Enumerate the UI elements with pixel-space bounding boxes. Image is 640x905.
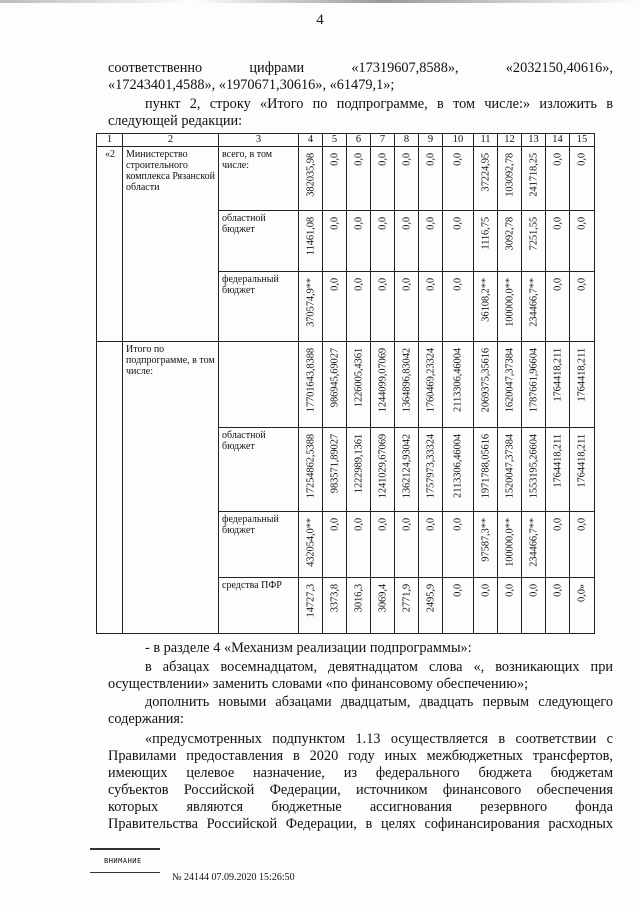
table-cell xyxy=(498,578,522,634)
cell-value: 17701643,8388 xyxy=(305,348,316,413)
cell-value: 983571,89027 xyxy=(329,434,340,494)
intro-line-3: пункт 2, строку «Итого по подпрограмме, в том числе:» изложить в xyxy=(145,96,613,112)
page-number: 4 xyxy=(316,12,324,28)
table-cell xyxy=(299,272,323,342)
column-number: 13 xyxy=(522,134,546,147)
section-4-paragraph: - в разделе 4 «Механизм реализации подпрограммы»: xyxy=(145,640,472,656)
table-cell xyxy=(371,342,395,428)
table-cell xyxy=(570,578,595,634)
cell-value: 1764418,211 xyxy=(552,434,563,488)
table-cell xyxy=(299,578,323,634)
cell-value: 234466,7** xyxy=(528,278,539,327)
cell-value: 0,0 xyxy=(528,584,539,597)
column-number: 6 xyxy=(347,134,371,147)
table-cell xyxy=(498,272,522,342)
budget-table xyxy=(96,133,595,634)
cell-value: 1244099,07069 xyxy=(377,348,388,413)
intro-line-2: «17243401,4588», «1970671,30616», «61479,1»; xyxy=(108,77,395,93)
column-number: 7 xyxy=(371,134,395,147)
table-cell xyxy=(299,428,323,512)
cell-value: 1116,75 xyxy=(480,217,491,250)
table-cell xyxy=(443,512,474,578)
table-cell xyxy=(522,512,546,578)
cell-value: 0,0 xyxy=(329,217,340,230)
cell-value: 0,0 xyxy=(401,278,412,291)
cell-value: 3092,78 xyxy=(504,217,515,251)
paragraph-line: которых являются бюджетные ассигнования резервного фонда xyxy=(108,799,613,815)
table-cell xyxy=(498,342,522,428)
scan-edge xyxy=(0,0,640,3)
cell-value: 234466,7** xyxy=(528,518,539,567)
table-cell xyxy=(347,512,371,578)
cell-value: 3373,8 xyxy=(329,584,340,613)
table-cell xyxy=(443,272,474,342)
cell-value: 1764418,211 xyxy=(576,348,588,402)
table-cell xyxy=(522,428,546,512)
intro-line-1 xyxy=(108,60,613,77)
row-label: областной бюджет xyxy=(219,428,299,512)
cell-value: 0,0 xyxy=(425,217,436,230)
cell-value: 103092,78 xyxy=(504,153,515,197)
cell-value: 0,0 xyxy=(452,518,464,531)
table-cell xyxy=(299,342,323,428)
column-number: 1 xyxy=(97,134,123,147)
table-cell xyxy=(395,578,419,634)
table-cell xyxy=(419,342,443,428)
column-number: 10 xyxy=(443,134,474,147)
column-number: 9 xyxy=(419,134,443,147)
table-cell xyxy=(443,342,474,428)
cell-value: 0,0 xyxy=(377,518,388,531)
table-cell xyxy=(443,578,474,634)
cell-value: 0,0 xyxy=(377,153,388,166)
executor-name: Министерство строительного комплекса Рязанской области xyxy=(123,147,219,342)
cell-value: 1757973,33324 xyxy=(425,434,436,499)
cell-value: 1362124,93042 xyxy=(401,434,412,499)
table-cell xyxy=(323,272,347,342)
table-cell xyxy=(474,512,498,578)
cell-value: 1520047,37384 xyxy=(504,434,515,499)
cell-value: 0,0 xyxy=(377,278,388,291)
cell-value: 0,0 xyxy=(576,217,588,230)
cell-value: 0,0» xyxy=(576,584,588,602)
cell-value: 3069,4 xyxy=(377,584,388,613)
cell-value: 241718,25 xyxy=(528,153,539,197)
paragraph-line: в абзацах восемнадцатом, девятнадцатом слова «, возникающих при xyxy=(145,659,613,675)
cell-value: 0,0 xyxy=(377,217,388,230)
paragraph-line: «предусмотренных подпунктом 1.13 осуществляется в соответствии с xyxy=(145,731,613,747)
cell-value: 0,0 xyxy=(552,278,563,291)
cell-value: 11461,08 xyxy=(305,217,316,256)
table-cell xyxy=(570,342,595,428)
cell-value: 1226005,4361 xyxy=(353,348,364,408)
table-cell xyxy=(474,211,498,272)
cell-value: 1971788,05616 xyxy=(480,434,491,499)
table-cell xyxy=(419,428,443,512)
table-cell xyxy=(371,512,395,578)
cell-value: 0,0 xyxy=(353,278,364,291)
row-label: областной бюджет xyxy=(219,211,299,272)
table-cell xyxy=(347,578,371,634)
table-cell xyxy=(522,147,546,211)
paragraph-line: субъектов Российской Федерации, источником финансового обеспечения xyxy=(108,782,613,798)
table-cell xyxy=(498,211,522,272)
table-cell xyxy=(474,578,498,634)
cell-value: 0,0 xyxy=(353,153,364,166)
table-cell xyxy=(443,211,474,272)
table-cell xyxy=(299,147,323,211)
paragraph-line: осуществлении» заменить словами «по финансовому обеспечению»; xyxy=(108,676,529,692)
stamp-text: ВНИМАНИЕ xyxy=(104,857,142,865)
cell-value: 17254862,5388 xyxy=(305,434,316,499)
subtotal-title: Итого по подпрограмме, в том числе: xyxy=(123,342,219,634)
table-cell xyxy=(347,428,371,512)
cell-value: 1764418,211 xyxy=(576,434,588,488)
table-cell xyxy=(371,578,395,634)
row-label: средства ПФР xyxy=(219,578,299,634)
cell-value: 0,0 xyxy=(552,217,563,230)
table-cell xyxy=(498,428,522,512)
table-cell xyxy=(323,342,347,428)
column-number: 3 xyxy=(219,134,299,147)
cell-value: 36108,2** xyxy=(480,278,491,322)
table-cell xyxy=(570,428,595,512)
row-label: федеральный бюджет xyxy=(219,272,299,342)
cell-value: 0,0 xyxy=(452,153,464,166)
table-cell xyxy=(570,211,595,272)
intro-word: цифрами xyxy=(249,60,305,76)
cell-value: 382035,98 xyxy=(305,153,316,197)
cell-value: 432054,0** xyxy=(305,518,316,567)
intro-line-4: следующей редакции: xyxy=(108,113,243,129)
cell-value: 0,0 xyxy=(401,217,412,230)
cell-value: 2113306,46004 xyxy=(452,348,464,412)
table-cell xyxy=(570,272,595,342)
table-cell xyxy=(546,342,570,428)
cell-value: 0,0 xyxy=(552,518,563,531)
table-cell xyxy=(498,512,522,578)
cell-value: 0,0 xyxy=(425,278,436,291)
table-row xyxy=(97,147,595,211)
table-cell xyxy=(323,512,347,578)
cell-value: 1222989,1361 xyxy=(353,434,364,494)
table-cell xyxy=(474,428,498,512)
column-number: 5 xyxy=(323,134,347,147)
column-number: 8 xyxy=(395,134,419,147)
cell-value: 370574,9** xyxy=(305,278,316,327)
cell-value: 14727,3 xyxy=(305,584,316,618)
intro-word: соответственно xyxy=(108,60,203,76)
table-row xyxy=(97,342,595,428)
cell-value: 97587,3** xyxy=(480,518,491,562)
cell-value: 0,0 xyxy=(576,518,588,531)
table-cell xyxy=(419,272,443,342)
cell-value: 2069375,35616 xyxy=(480,348,491,413)
table-cell xyxy=(323,578,347,634)
table-cell xyxy=(371,147,395,211)
cell-value: 0,0 xyxy=(401,518,412,531)
column-number: 12 xyxy=(498,134,522,147)
table-cell xyxy=(347,342,371,428)
table-cell xyxy=(570,147,595,211)
cell-value: 0,0 xyxy=(353,518,364,531)
cell-value: 1620047,37384 xyxy=(504,348,515,413)
table-cell xyxy=(443,147,474,211)
cell-value: 0,0 xyxy=(425,153,436,166)
cell-value: 0,0 xyxy=(401,153,412,166)
empty-cell xyxy=(97,342,123,634)
table-cell xyxy=(474,342,498,428)
table-cell xyxy=(522,272,546,342)
column-number: 14 xyxy=(546,134,570,147)
cell-value: 986945,69027 xyxy=(329,348,340,408)
column-number: 4 xyxy=(299,134,323,147)
cell-value: 1364896,83042 xyxy=(401,348,412,413)
table-cell xyxy=(546,211,570,272)
table-cell xyxy=(546,428,570,512)
table-cell xyxy=(522,578,546,634)
document-number: № 24144 07.09.2020 15:26:50 xyxy=(172,872,295,883)
table-cell xyxy=(299,512,323,578)
cell-value: 2771,9 xyxy=(401,584,412,613)
cell-value: 0,0 xyxy=(552,584,563,597)
cell-value: 0,0 xyxy=(452,217,464,230)
row-label xyxy=(219,342,299,428)
cell-value: 2495,9 xyxy=(425,584,436,613)
table-cell xyxy=(371,211,395,272)
row-label: федеральный бюджет xyxy=(219,512,299,578)
cell-value: 0,0 xyxy=(329,278,340,291)
row-label: всего, в том числе: xyxy=(219,147,299,211)
intro-word: «2032150,40616», xyxy=(505,60,613,76)
paragraph-line: содержания: xyxy=(108,711,184,727)
column-header-row xyxy=(97,134,595,147)
row-number: «2 xyxy=(97,147,123,342)
table-cell xyxy=(347,147,371,211)
table-cell xyxy=(395,428,419,512)
table-cell xyxy=(395,211,419,272)
table-cell xyxy=(522,211,546,272)
paragraph-line: дополнить новыми абзацами двадцатым, двадцать первым следующего xyxy=(145,694,613,710)
table-cell xyxy=(419,578,443,634)
table-cell xyxy=(395,147,419,211)
cell-value: 100000,0** xyxy=(504,278,515,327)
table-cell xyxy=(347,272,371,342)
cell-value: 0,0 xyxy=(552,153,563,166)
table-cell xyxy=(546,578,570,634)
table-cell xyxy=(395,272,419,342)
cell-value: 0,0 xyxy=(452,584,464,597)
table-cell xyxy=(474,147,498,211)
table-cell xyxy=(570,512,595,578)
cell-value: 0,0 xyxy=(452,278,464,291)
table-cell xyxy=(371,428,395,512)
paragraph-line: имеющих целевое назначение, из федерального бюджета бюджетам xyxy=(108,765,613,781)
column-number: 2 xyxy=(123,134,219,147)
table-cell xyxy=(443,428,474,512)
paragraph-line: Правительства Российской Федерации, в целях софинансирования расходных xyxy=(108,816,613,832)
registration-stamp xyxy=(90,848,160,873)
cell-value: 0,0 xyxy=(329,153,340,166)
cell-value: 3016,3 xyxy=(353,584,364,613)
table-cell xyxy=(419,211,443,272)
cell-value: 0,0 xyxy=(425,518,436,531)
table-cell xyxy=(395,342,419,428)
table-cell xyxy=(323,428,347,512)
cell-value: 1764418,211 xyxy=(552,348,563,402)
cell-value: 37224,95 xyxy=(480,153,491,192)
table-cell xyxy=(546,512,570,578)
cell-value: 0,0 xyxy=(353,217,364,230)
table-cell xyxy=(347,211,371,272)
column-number: 11 xyxy=(474,134,498,147)
cell-value: 0,0 xyxy=(329,518,340,531)
cell-value: 1787661,96604 xyxy=(528,348,539,413)
table-cell xyxy=(323,147,347,211)
table-cell xyxy=(522,342,546,428)
column-number: 15 xyxy=(570,134,595,147)
table-cell xyxy=(546,147,570,211)
table-cell xyxy=(419,147,443,211)
cell-value: 0,0 xyxy=(576,153,588,166)
table-cell xyxy=(323,211,347,272)
cell-value: 7251,55 xyxy=(528,217,539,251)
intro-word: «17319607,8588», xyxy=(351,60,459,76)
table-cell xyxy=(371,272,395,342)
cell-value: 1241029,67069 xyxy=(377,434,388,499)
table-cell xyxy=(546,272,570,342)
cell-value: 100000,0** xyxy=(504,518,515,567)
cell-value: 0,0 xyxy=(480,584,491,597)
cell-value: 1553195,26604 xyxy=(528,434,539,499)
cell-value: 0,0 xyxy=(504,584,515,597)
table-cell xyxy=(395,512,419,578)
paragraph-line: Правилами предоставления в 2020 году иных межбюджетных трансфертов, xyxy=(108,748,613,764)
table-cell xyxy=(419,512,443,578)
table-cell xyxy=(299,211,323,272)
table-cell xyxy=(474,272,498,342)
table-cell xyxy=(498,147,522,211)
cell-value: 2113306,46004 xyxy=(452,434,464,498)
cell-value: 0,0 xyxy=(576,278,588,291)
cell-value: 1760469,23324 xyxy=(425,348,436,413)
